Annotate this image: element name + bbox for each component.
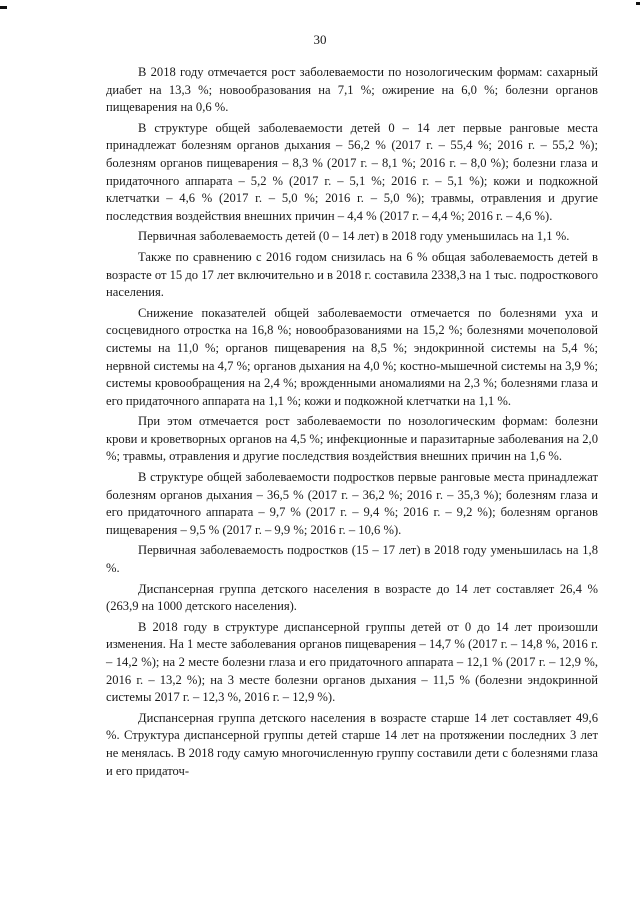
scan-edge-mark: [0, 6, 7, 9]
paragraph-children-primary: Первичная заболеваемость детей (0 – 14 лет) в 2018 году уменьшилась на 1,1 %.: [138, 229, 570, 244]
paragraph-dispensary-under-14: Диспансерная группа детского населения в возрасте до 14 лет составляет 26,4 % (263,9 на 1000 детского населения).: [106, 581, 598, 614]
paragraph-diabetes-growth: В 2018 году отмечается рост заболеваемости по нозологическим формам: сахарный диабет на 13,3 %; новообразования на 7,1 %; ожирение на 6,0 %; болезни органов пищеварения на 0,6 %.: [106, 65, 598, 115]
paragraph-teen-general: Также по сравнению с 2016 годом снизилась на 6 % общая заболеваемость детей в возрасте от 15 до 17 лет включительно и в 2018 г. составила 2338,3 на 1 тыс. подросткового населения.: [106, 249, 598, 300]
page-number: 30: [313, 32, 327, 47]
paragraph-decrease: Снижение показателей общей заболеваемости отмечается по болезнями уха и сосцевидного отростка на 16,8 %; новообразованиями на 15,2 %; болезнями мочеполовой системы на 11,0 %; органов пищеварения на 8,5 %; эндокринной системы на 5,4 %; нервной системы на 4,7 %; органов дыхания на 4,0 %; костно-мышечной системы на 3,9 %; системы кровообращения на 2,4 %; врожденными аномалиями на 2,3 %; болезнями глаза и его придаточного аппарата на 1,1 %; кожи и подкожной клетчатки на 1,1 %.: [106, 305, 598, 408]
paragraph-dispensary-over-14: Диспансерная группа детского населения в возрасте старше 14 лет составляет 49,6 %. Структура диспансерной группы детей старше 14 лет на протяжении последних 3 лет не менялась. В 2018 году самую многочисленную группу составили дети с болезнями глаза и его придаточ-: [106, 710, 598, 778]
paragraph-increase: При этом отмечается рост заболеваемости по нозологическим формам: болезни крови и кроветворных органов на 4,5 %; инфекционные и паразитарные заболевания на 2,0 %; травмы, отравления и другие последствия воздействия внешних причин на 1,6 %.: [106, 414, 598, 464]
document-body: [106, 64, 598, 783]
paragraph-teen-primary: Первичная заболеваемость подростков (15 – 17 лет) в 2018 году уменьшилась на 1,8 %.: [106, 543, 598, 576]
paragraph-children-structure: В структуре общей заболеваемости детей 0 – 14 лет первые ранговые места принадлежат болезням органов дыхания – 56,2 % (2017 г. – 55,4 %; 2016 г. – 55,2 %); болезням органов пищеварения – 8,3 % (2017 г. – 8,1 %; 2016 г. – 8,0 %); болезни глаза и придаточного аппарата – 5,2 % (2017 г. – 5,1 %; 2016 г. – 5,1 %); кожи и подкожной клетчатки – 4,6 % (2017 г. – 5,0 %; 2016 г. – 5,0 %); травмы, отравления и другие последствия воздействия внешних причин – 4,4 % (2017 г. – 4,4 %; 2016 г. – 4,6 %).: [106, 120, 598, 223]
paragraph-teen-structure: В структуре общей заболеваемости подростков первые ранговые места принадлежат болезням органов дыхания – 36,5 % (2017 г. – 36,2 %; 2016 г. – 35,3 %); болезням глаза и его придаточного аппарата – 9,7 % (2017 г. – 9,4 %; 2016 г. – 9,2 %); болезням органов пищеварения – 9,5 % (2017 г. – 9,9 %; 2016 г. – 10,6 %).: [106, 470, 598, 537]
paragraph-dispensary-structure: В 2018 году в структуре диспансерной группы детей от 0 до 14 лет произошли изменения. На 1 месте заболевания органов пищеварения – 14,7 % (2017 г. – 14,8 %, 2016 г. – 14,2 %); на 2 месте болезни глаза и его придаточного аппарата – 12,1 % (2017 г. – 12,9 %, 2016 г. – 13,2 %); на 3 месте болезни органов дыхания – 11,5 % (болезни эндокринной системы 2017 г. – 12,3 %, 2016 г. – 12,9 %).: [106, 619, 598, 705]
scan-edge-mark-right: [636, 2, 640, 5]
